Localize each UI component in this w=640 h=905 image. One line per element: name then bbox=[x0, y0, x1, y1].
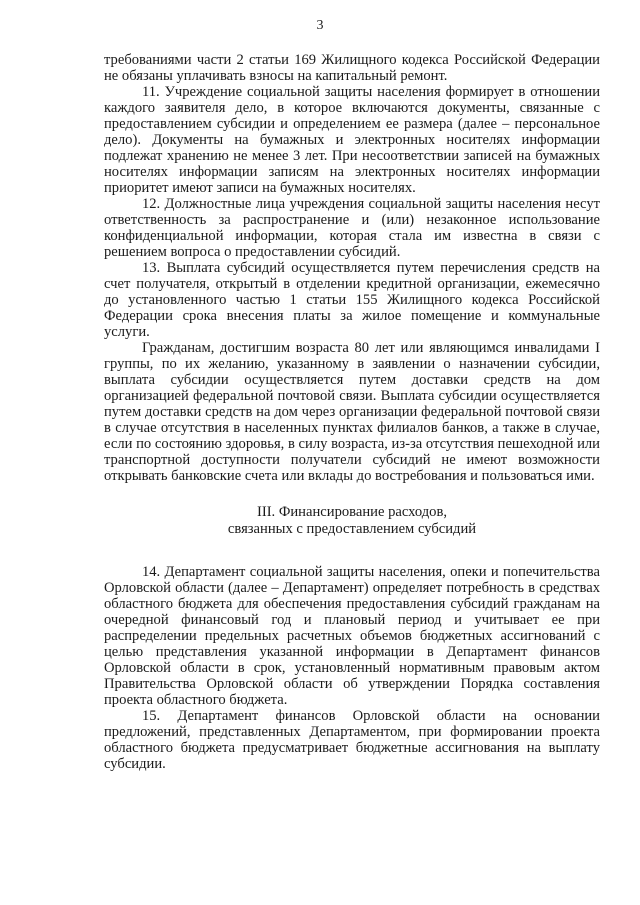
section-heading bbox=[104, 504, 600, 538]
section-heading-line1: III. Финансирование расходов, bbox=[256, 504, 448, 520]
page-number: 3 bbox=[316, 18, 324, 33]
paragraph-13: 13. Выплата субсидий осуществляется путем перечисления средств на счет получателя, открытый в отделении кредитной организации, ежемесячно до установленного частью 1 статьи 155 Жилищного кодекса Российской Федерации срока внесения платы за жилое помещение и коммунальные услуги. bbox=[104, 260, 600, 340]
paragraph-11: 11. Учреждение социальной защиты населения формирует в отношении каждого заявителя дело, в которое включаются документы, связанные с предоставлением субсидии и определением ее размера (далее – персональное дело). Документы на бумажных и электронных носителях информации подлежат хранению не менее 3 лет. При несоответствии записей на бумажных носителях информации записям на электронных носителях информации приоритет имеют записи на бумажных носителях. bbox=[104, 84, 600, 196]
paragraph-12: 12. Должностные лица учреждения социальной защиты населения несут ответственность за распространение и (или) незаконное использование конфиденциальной информации, которая стала им известна в связи с решением вопроса о предоставлении субсидий. bbox=[104, 196, 600, 260]
paragraph-15: 15. Департамент финансов Орловской области на основании предложений, представленных Департаментом, при формировании проекта областного бюджета предусматривает бюджетные ассигнования на выплату субсидии. bbox=[104, 708, 600, 772]
section-heading-line2: связанных с предоставлением субсидий bbox=[227, 521, 477, 537]
document-body bbox=[104, 52, 600, 772]
paragraph-13-delivery: Гражданам, достигшим возраста 80 лет или являющимся инвалидами I группы, по их желанию, указанному в заявлении о назначении субсидии, выплата субсидии осуществляется путем доставки средств на дом организацией федеральной почтовой связи. Выплата субсидии осуществляется путем доставки средств на дом через организации федеральной почтовой связи в случае отсутствия в населенных пунктах филиалов банков, а также в случае, если по состоянию здоровья, в силу возраста, из-за отсутствия пешеходной или транспортной доступности получатели субсидий не имеют возможности открывать банковские счета или вклады до востребования и пользоваться ими. bbox=[104, 340, 600, 484]
paragraph-14: 14. Департамент социальной защиты населения, опеки и попечительства Орловской области (далее – Департамент) определяет потребность в средствах областного бюджета для обеспечения предоставления субсидий гражданам на очередной финансовый год и плановый период и учитывает ее при распределении предельных расчетных объемов бюджетных ассигнований с целью представления указанной информации в Департамент финансов Орловской области в срок, установленный нормативным правовым актом Правительства Орловской области об утверждении Порядка составления проекта областного бюджета. bbox=[104, 564, 600, 708]
paragraph-continuation: требованиями части 2 статьи 169 Жилищного кодекса Российской Федерации не обязаны уплачивать взносы на капитальный ремонт. bbox=[104, 52, 600, 84]
